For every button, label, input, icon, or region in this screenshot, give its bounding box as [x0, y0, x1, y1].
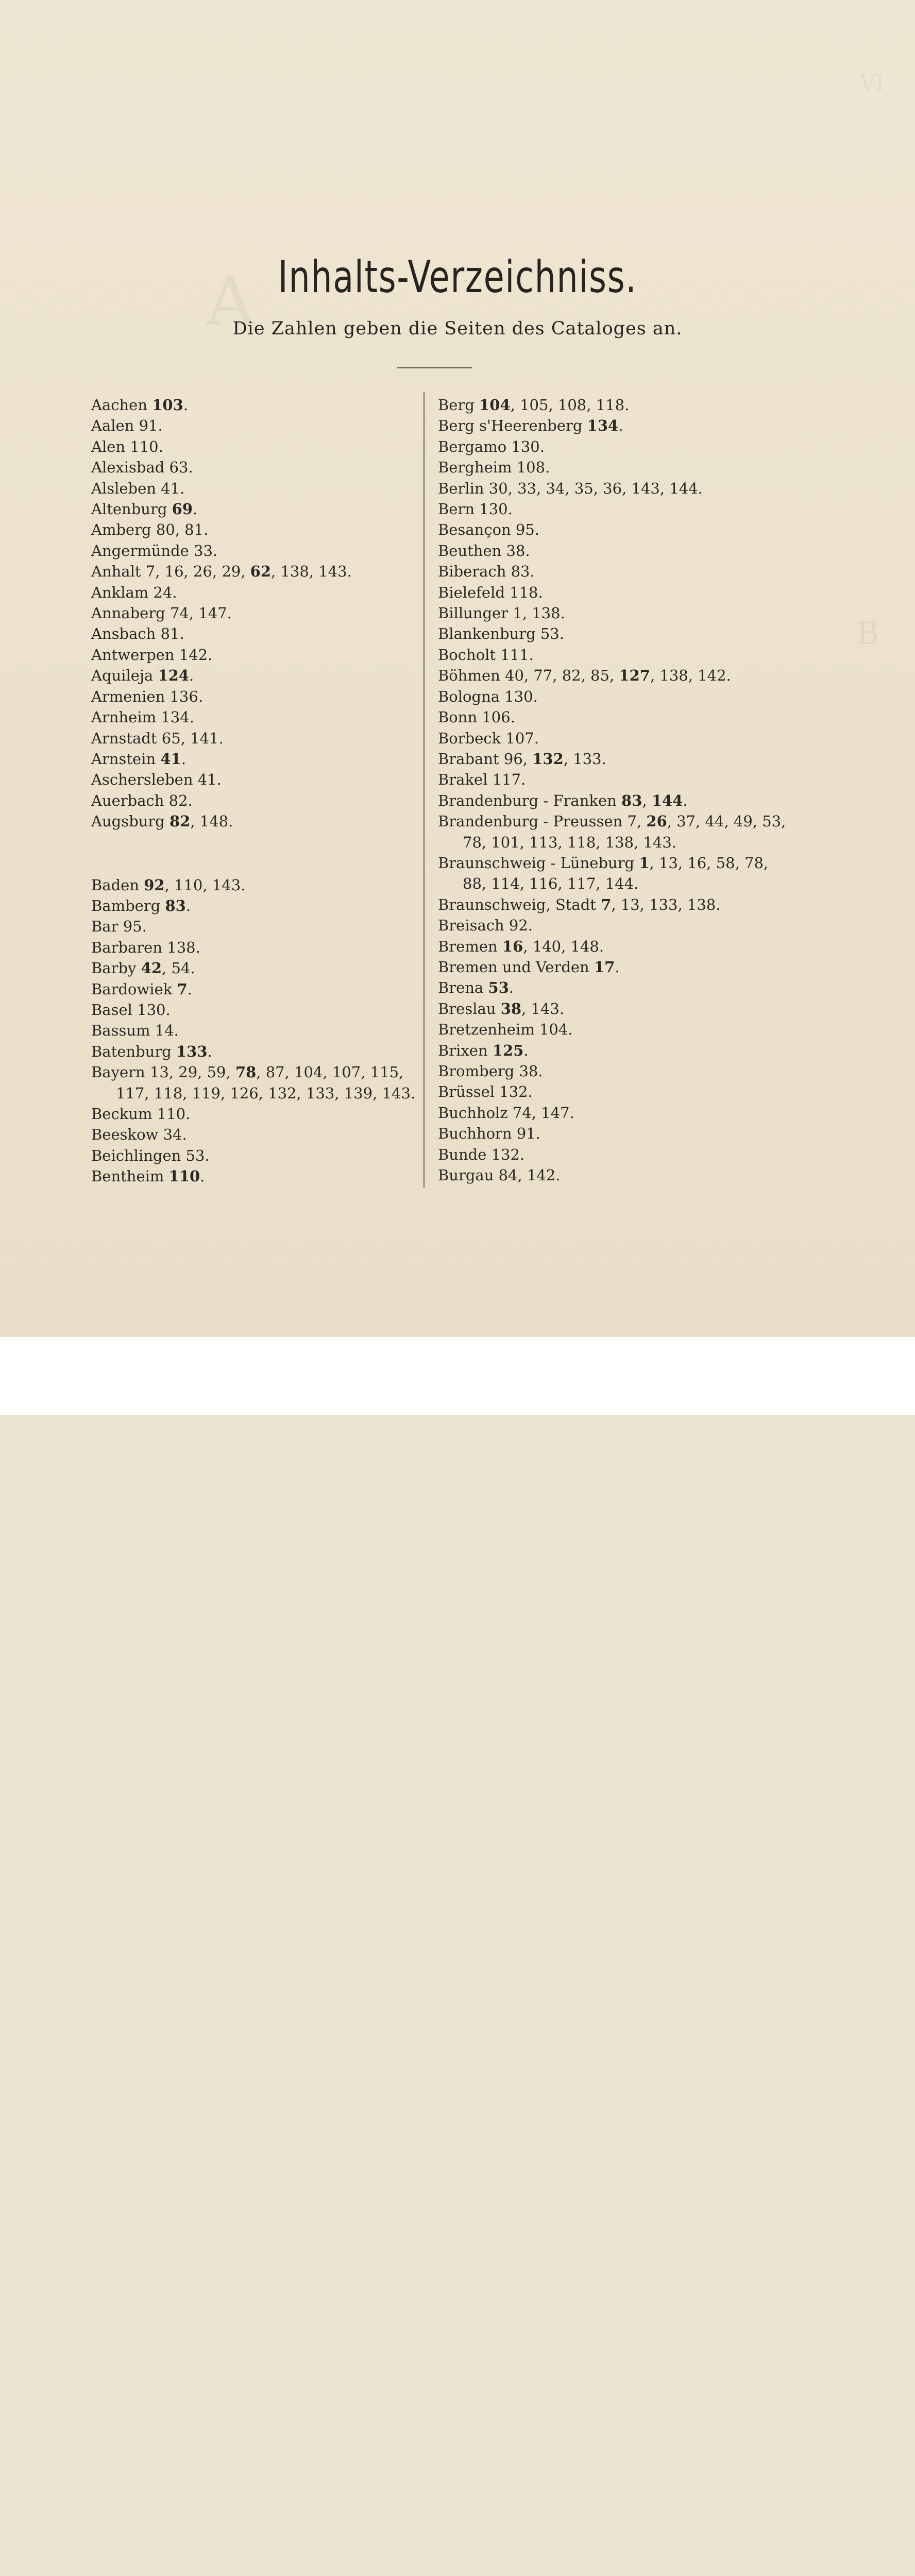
page-number: 138: [605, 833, 634, 851]
page-number: 132: [268, 1084, 297, 1102]
index-entry: Brena 53.: [438, 979, 514, 997]
page-number: 7: [177, 980, 188, 998]
index-entry: Brixen 125.: [438, 1041, 529, 1059]
page-number: 103: [152, 396, 183, 414]
index-entry: Berg 104, 105, 108, 118.: [438, 396, 630, 414]
entry-name: Beichlingen: [91, 1146, 181, 1164]
entry-name: Bretzenheim: [438, 1021, 535, 1039]
page-number: 143: [643, 833, 672, 851]
page-number: 132: [491, 1145, 520, 1163]
page-number: 132: [532, 750, 564, 768]
entry-name: Amberg: [91, 521, 151, 539]
index-entry: Beichlingen 53.: [91, 1146, 210, 1164]
page-number: 30: [488, 479, 508, 497]
entry-name: Barby: [91, 959, 137, 977]
entry-name: Braunschweig, Stadt: [438, 895, 596, 913]
page-number: 138: [687, 895, 716, 913]
entry-name: Batenburg: [91, 1042, 172, 1060]
page-number: 95: [515, 521, 535, 539]
page-number: 139: [344, 1084, 373, 1102]
entry-name: Braunschweig - Lüneburg: [438, 854, 635, 872]
page-number: 107: [505, 729, 534, 747]
page-number: 148: [570, 937, 599, 955]
page-number: 118: [154, 1084, 183, 1102]
page-number: 117: [116, 1084, 145, 1102]
page-number: 26: [193, 563, 212, 581]
index-entry: Anklam 24.: [91, 583, 177, 601]
index-entry: Barbaren 138.: [91, 938, 200, 956]
entry-name: Beuthen: [438, 541, 502, 560]
page-number: 81: [160, 625, 180, 643]
page-number: 13: [620, 895, 640, 913]
page-number: 111: [500, 646, 529, 664]
page-number: 53: [488, 979, 509, 997]
index-entry: Arnstein 41.: [91, 750, 186, 768]
bleed-through-marks: B: [856, 616, 879, 652]
index-entry: Alen 110.: [91, 437, 163, 455]
index-entry: Biberach 83.: [438, 563, 535, 581]
page-number: 134: [587, 417, 619, 435]
page-number: 108: [557, 396, 587, 414]
page-number: 104: [294, 1063, 323, 1081]
page-number: 80: [156, 521, 175, 539]
page-number: 29: [178, 1063, 198, 1081]
index-entry: Braunschweig, Stadt 7, 13, 133, 138.: [438, 895, 721, 913]
page-number: 142: [698, 667, 726, 685]
page-number: 81: [184, 521, 204, 539]
page-number: 77: [533, 667, 553, 685]
page-number: 143: [531, 999, 560, 1018]
entry-name: Böhmen: [438, 667, 500, 685]
page-number: 133: [649, 895, 678, 913]
page-number: 130: [137, 1001, 166, 1019]
page-number: 41: [197, 771, 217, 789]
page-number: 130: [511, 437, 540, 455]
page-number: 108: [516, 459, 546, 477]
index-entry: Annaberg 74, 147.: [91, 604, 232, 622]
page-number: 143: [212, 876, 241, 894]
page-number: 113: [529, 833, 558, 851]
entry-name: Bern: [438, 500, 475, 518]
entry-name: Brandenburg - Franken: [438, 791, 617, 809]
page-number: 117: [567, 875, 596, 893]
page-number: 49: [733, 812, 753, 831]
page-number: 42: [141, 959, 162, 977]
page-number: 91: [516, 1125, 536, 1143]
page-number: 74: [512, 1104, 532, 1122]
page-number: 13: [658, 854, 678, 872]
index-column-right: [438, 395, 786, 1185]
entry-name: Brüssel: [438, 1083, 495, 1101]
entry-name: Annaberg: [91, 604, 165, 622]
index-entry: Braunschweig - Lüneburg 1, 13, 16, 58, 78, 88, 114, 116, 117, 144.: [438, 854, 769, 893]
page-number: 105: [520, 396, 549, 414]
page-number: 40: [505, 667, 524, 685]
index-entry: Bamberg 83.: [91, 896, 191, 914]
page-number: 92: [144, 876, 165, 894]
page-number: 134: [161, 708, 190, 726]
index-column-left: [91, 395, 421, 1187]
index-entry: Bayern 13, 29, 59, 78, 87, 104, 107, 115, 117, 118, 119, 126, 132, 133, 139, 143.: [91, 1063, 416, 1102]
index-entry: Beeskow 34.: [91, 1126, 187, 1144]
index-entry: Buchholz 74, 147.: [438, 1104, 574, 1122]
entry-name: Buchholz: [438, 1104, 508, 1122]
page-number: 33: [194, 541, 213, 560]
page-number: 38: [519, 1062, 538, 1080]
page-number: 74: [170, 604, 189, 622]
entry-name: Bentheim: [91, 1167, 164, 1185]
page-number: 85: [590, 667, 609, 685]
page-number: 118: [567, 833, 596, 851]
page-number: 133: [573, 750, 602, 768]
index-entry: Brabant 96, 132, 133.: [438, 750, 606, 768]
entry-name: Billunger: [438, 604, 509, 622]
page-number: 16: [687, 854, 707, 872]
entry-name: Brena: [438, 979, 484, 997]
index-entry: Bardowiek 7.: [91, 980, 192, 998]
entry-name: Auerbach: [91, 791, 164, 809]
index-entry: Beuthen 38.: [438, 541, 530, 560]
index-entry: Aquileja 124.: [91, 667, 194, 685]
index-entry: Arnheim 134.: [91, 708, 194, 726]
page-number: 78: [744, 854, 764, 872]
index-entry: Baden 92, 110, 143.: [91, 876, 246, 894]
page-number: 136: [170, 687, 198, 705]
index-entry: Brakel 117.: [438, 771, 526, 789]
page-number: 78: [235, 1063, 257, 1081]
page-number: 34: [546, 479, 565, 497]
page-subtitle: Die Zahlen geben die Seiten des Cataloges an.: [232, 318, 683, 339]
entry-name: Bromberg: [438, 1062, 515, 1080]
page-number: 69: [172, 500, 193, 518]
page-number: 83: [511, 563, 530, 581]
index-entry: Angermünde 33.: [91, 541, 218, 560]
page-number: 16: [164, 563, 184, 581]
page-number: 144: [669, 479, 698, 497]
entry-name: Bassum: [91, 1022, 150, 1040]
index-entry: Brandenburg - Franken 83, 144.: [438, 791, 688, 809]
index-entry: Breslau 38, 143.: [438, 999, 565, 1018]
entry-name: Bremen und Verden: [438, 958, 589, 976]
page-number: 7: [601, 895, 612, 913]
page-number: 1: [639, 854, 650, 872]
entry-name: Breslau: [438, 999, 496, 1018]
page-number: 62: [250, 563, 272, 581]
index-entry: Bocholt 111.: [438, 646, 534, 664]
index-entry: Berg s'Heerenberg 134.: [438, 417, 623, 435]
entry-name: Arnstein: [91, 750, 156, 768]
entry-name: Bonn: [438, 708, 478, 726]
entry-name: Berg s'Heerenberg: [438, 417, 583, 435]
page-number: 84: [498, 1166, 518, 1184]
entry-name: Bremen: [438, 937, 498, 955]
index-entry: Basel 130.: [91, 1001, 171, 1019]
page-number: 125: [492, 1041, 524, 1059]
page-number: 130: [479, 500, 508, 518]
page-number: 144: [605, 875, 634, 893]
page-number: 133: [176, 1042, 208, 1060]
entry-name: Brabant: [438, 750, 499, 768]
bleed-through-marks: A: [206, 262, 255, 341]
entry-name: Beckum: [91, 1105, 152, 1123]
page-number: 41: [161, 479, 180, 497]
page-number: 17: [594, 958, 615, 976]
page-number: 144: [651, 791, 683, 809]
page-number: 1: [513, 604, 522, 622]
page-number: 24: [153, 583, 173, 601]
page-number: 82: [169, 812, 191, 831]
entry-name: Burgau: [438, 1166, 494, 1184]
entry-name: Biberach: [438, 563, 506, 581]
index-entry: Aachen 103.: [91, 396, 188, 414]
page-number: 110: [157, 1105, 186, 1123]
entry-name: Anhalt: [91, 563, 141, 581]
index-entry: Beckum 110.: [91, 1105, 191, 1123]
index-entry: Bremen 16, 140, 148.: [438, 937, 604, 955]
index-entry: Burgau 84, 142.: [438, 1166, 561, 1184]
page-number: 54: [171, 959, 191, 977]
page-number: 126: [230, 1084, 259, 1102]
entry-name: Brixen: [438, 1041, 488, 1059]
index-entry: Aalen 91.: [91, 417, 163, 435]
page-number: 92: [509, 917, 528, 935]
page-number: 65: [161, 729, 181, 747]
entry-name: Alexisbad: [91, 459, 165, 477]
index-entry: Breisach 92.: [438, 917, 533, 935]
page-number: 44: [705, 812, 724, 831]
index-entry: Brandenburg - Preussen 7, 26, 37, 44, 49, 53, 78, 101, 113, 118, 138, 143.: [438, 812, 786, 851]
page-number: 118: [596, 396, 625, 414]
entry-name: Brandenburg - Preussen: [438, 812, 623, 831]
index-entry: Auerbach 82.: [91, 791, 193, 809]
page-number: 116: [529, 875, 558, 893]
index-entry: Blankenburg 53.: [438, 625, 564, 643]
page-number: 110: [174, 876, 203, 894]
index-entry: Antwerpen 142.: [91, 646, 213, 664]
entry-name: Aachen: [91, 396, 147, 414]
section-spacer: [91, 832, 421, 875]
index-entry: Altenburg 69.: [91, 500, 198, 518]
entry-name: Bar: [91, 918, 118, 936]
index-entry: Bergheim 108.: [438, 459, 550, 477]
entry-name: Arnheim: [91, 708, 157, 726]
page-number: 130: [504, 687, 533, 705]
page-number: 138: [532, 604, 561, 622]
page-number: 138: [659, 667, 688, 685]
page-number: 7: [627, 812, 637, 831]
page-number: 26: [646, 812, 667, 831]
index-entry: Bergamo 130.: [438, 437, 545, 455]
entry-name: Brakel: [438, 771, 488, 789]
page-number: 36: [603, 479, 622, 497]
entry-name: Augsburg: [91, 812, 165, 831]
page-number: 132: [499, 1083, 528, 1101]
entry-name: Besançon: [438, 521, 511, 539]
page-number: 115: [370, 1063, 399, 1081]
page-number: 138: [280, 563, 309, 581]
page-number: 87: [265, 1063, 285, 1081]
page-number: 104: [479, 396, 511, 414]
entry-name: Altenburg: [91, 500, 167, 518]
page-number: 106: [482, 708, 511, 726]
title-rule: [397, 367, 472, 368]
index-entry: Buchhorn 91.: [438, 1125, 540, 1143]
page-number: 63: [169, 459, 189, 477]
page-number: 33: [517, 479, 537, 497]
page-number: 7: [145, 563, 156, 581]
page-number: 38: [500, 999, 522, 1018]
page-number: 14: [155, 1022, 174, 1040]
page-number: 16: [502, 937, 523, 955]
page-number: 95: [123, 918, 142, 936]
entry-name: Bielefeld: [438, 583, 505, 601]
entry-name: Borbeck: [438, 729, 501, 747]
page-number: 82: [168, 791, 188, 809]
page-number: 91: [139, 417, 158, 435]
page-number: 140: [532, 937, 562, 955]
index-entry: Ansbach 81.: [91, 625, 184, 643]
page-number: 114: [491, 875, 520, 893]
index-entry: Besançon 95.: [438, 521, 540, 539]
entry-name: Bayern: [91, 1063, 145, 1081]
index-entry: Borbeck 107.: [438, 729, 539, 747]
index-entry: Bunde 132.: [438, 1145, 525, 1163]
entry-name: Aalen: [91, 417, 134, 435]
entry-name: Berg: [438, 396, 475, 414]
page-number: 96: [503, 750, 523, 768]
entry-name: Bamberg: [91, 896, 161, 914]
page-number: 119: [192, 1084, 221, 1102]
index-entry: Aschersleben 41.: [91, 771, 222, 789]
page-number: 53: [762, 812, 782, 831]
entry-name: Aquileja: [91, 667, 154, 685]
index-entry: Alexisbad 63.: [91, 459, 193, 477]
page-number: 34: [163, 1126, 182, 1144]
index-entry: Böhmen 40, 77, 82, 85, 127, 138, 142.: [438, 667, 731, 685]
page-number: 78: [463, 833, 482, 851]
page-number: 141: [190, 729, 219, 747]
page-number: 138: [167, 938, 196, 956]
entry-name: Arnstadt: [91, 729, 157, 747]
index-entry: Berlin 30, 33, 34, 35, 36, 143, 144.: [438, 479, 703, 497]
entry-name: Alsleben: [91, 479, 156, 497]
entry-name: Baden: [91, 876, 140, 894]
page-number: 133: [306, 1084, 335, 1102]
page-number: 101: [491, 833, 520, 851]
column-divider: [423, 392, 425, 1188]
page-number: 53: [540, 625, 560, 643]
page-number: 143: [318, 563, 347, 581]
page-number: 88: [463, 875, 482, 893]
entry-name: Bergheim: [438, 459, 512, 477]
entry-name: Angermünde: [91, 541, 189, 560]
page-number: 147: [541, 1104, 570, 1122]
page-number: 59: [207, 1063, 226, 1081]
page-number: 142: [179, 646, 208, 664]
entry-name: Basel: [91, 1001, 132, 1019]
entry-name: Anklam: [91, 583, 149, 601]
page-number: 117: [492, 771, 521, 789]
entry-name: Berlin: [438, 479, 484, 497]
index-entry: Brüssel 132.: [438, 1083, 533, 1101]
entry-name: Armenien: [91, 687, 165, 705]
index-entry: Bentheim 110.: [91, 1167, 205, 1185]
page-number: 83: [165, 896, 186, 914]
page-number: 82: [562, 667, 581, 685]
page-number: 118: [510, 583, 538, 601]
entry-name: Barbaren: [91, 938, 163, 956]
page-number: 53: [185, 1146, 205, 1164]
entry-name: Bergamo: [438, 437, 507, 455]
entry-name: Bologna: [438, 687, 500, 705]
index-entry: Bromberg 38.: [438, 1062, 543, 1080]
index-entry: Anhalt 7, 16, 26, 29, 62, 138, 143.: [91, 563, 352, 581]
bleed-through-marks: VI: [860, 70, 884, 95]
page-number: 107: [332, 1063, 361, 1081]
page-number: 110: [168, 1167, 200, 1185]
entry-name: Alen: [91, 437, 126, 455]
entry-name: Aschersleben: [91, 771, 193, 789]
index-entry: Bassum 14.: [91, 1022, 179, 1040]
page-number: 13: [149, 1063, 169, 1081]
page-number: 104: [539, 1021, 568, 1039]
index-entry: Bologna 130.: [438, 687, 538, 705]
index-entry: Bretzenheim 104.: [438, 1021, 573, 1039]
index-entry: Armenien 136.: [91, 687, 204, 705]
index-entry: Bar 95.: [91, 918, 147, 936]
entry-name: Beeskow: [91, 1126, 159, 1144]
page-number: 142: [527, 1166, 556, 1184]
viewer-footer: [0, 1337, 915, 1415]
entry-name: Ansbach: [91, 625, 156, 643]
index-entry: Bremen und Verden 17.: [438, 958, 620, 976]
index-entry: Bielefeld 118.: [438, 583, 543, 601]
page-number: 37: [676, 812, 696, 831]
index-entry: Billunger 1, 138.: [438, 604, 565, 622]
index-entry: Augsburg 82, 148.: [91, 812, 233, 831]
index-entry: Arnstadt 65, 141.: [91, 729, 224, 747]
page-number: 124: [158, 667, 189, 685]
index-entry: Amberg 80, 81.: [91, 521, 209, 539]
page-title: Inhalts-Verzeichniss.: [278, 251, 637, 303]
entry-name: Bocholt: [438, 646, 496, 664]
entry-name: Buchhorn: [438, 1125, 512, 1143]
entry-name: Breisach: [438, 917, 504, 935]
index-entry: Bern 130.: [438, 500, 513, 518]
page-number: 110: [130, 437, 159, 455]
page-number: 41: [160, 750, 181, 768]
index-entry: Alsleben 41.: [91, 479, 185, 497]
page-number: 147: [198, 604, 227, 622]
page-number: 127: [619, 667, 650, 685]
page-number: 38: [506, 541, 526, 560]
page-number: 83: [621, 791, 642, 809]
page-number: 148: [199, 812, 229, 831]
page-number: 29: [222, 563, 241, 581]
entry-name: Bunde: [438, 1145, 487, 1163]
index-entry: Bonn 106.: [438, 708, 515, 726]
page-number: 35: [574, 479, 594, 497]
page-number: 143: [631, 479, 660, 497]
index-entry: Batenburg 133.: [91, 1042, 212, 1060]
page-number: 143: [382, 1084, 411, 1102]
entry-name: Antwerpen: [91, 646, 175, 664]
entry-name: Blankenburg: [438, 625, 536, 643]
page-number: 58: [716, 854, 735, 872]
index-entry: Barby 42, 54.: [91, 959, 195, 977]
entry-name: Bardowiek: [91, 980, 173, 998]
